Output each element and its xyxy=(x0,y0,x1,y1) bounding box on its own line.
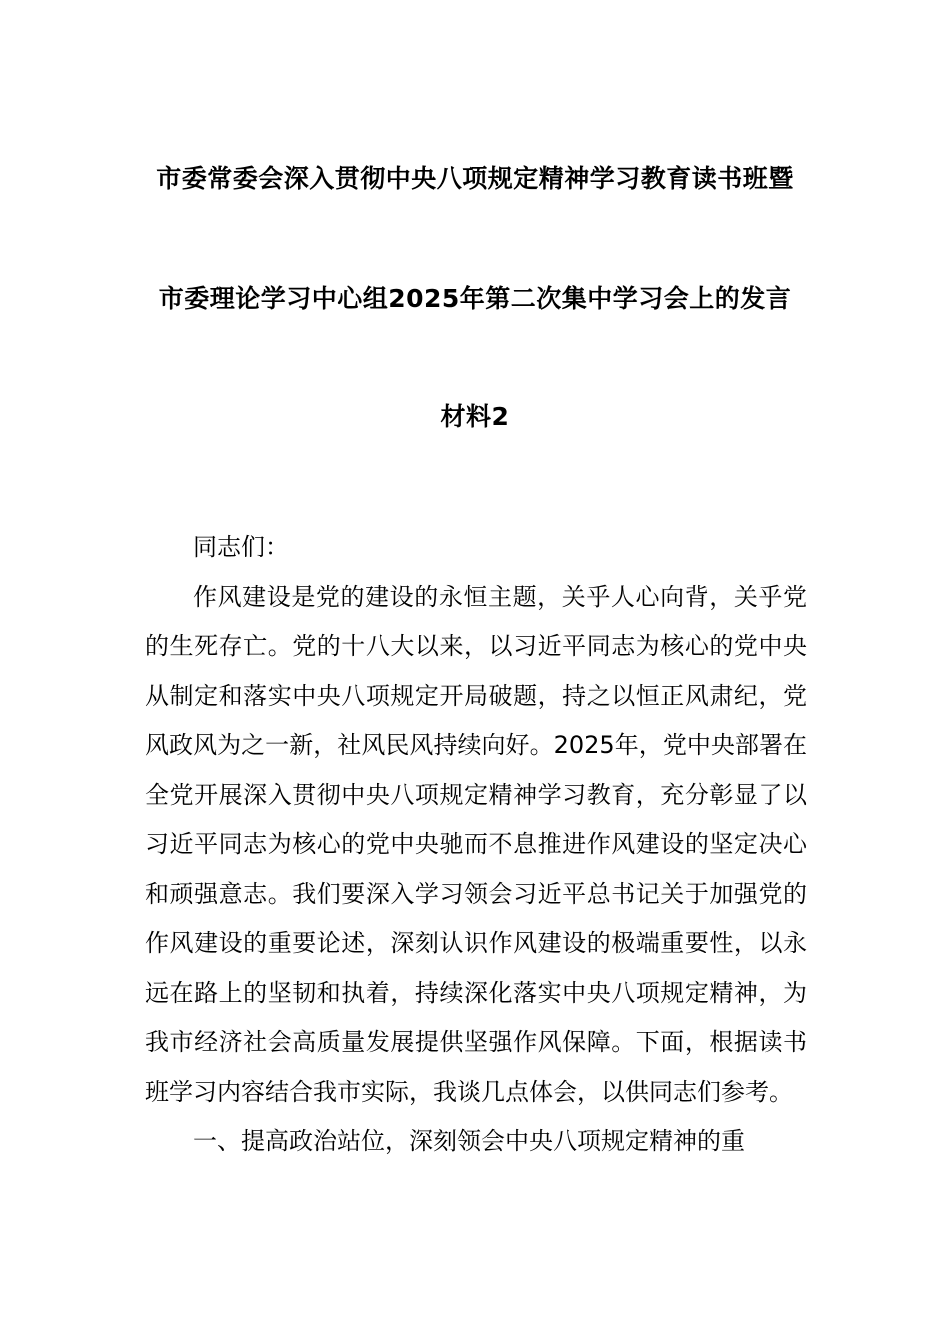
document-title-line-1: 市委常委会深入贯彻中央八项规定精神学习教育读书班暨 xyxy=(156,164,794,193)
body-paragraph-intro: 作风建设是党的建设的永恒主题，关乎人心向背，关乎党的生死存亡。党的十八大以来，以习近平同志为核心的党中央从制定和落实中央八项规定开局破题，持之以恒正风肃纪，党风政风为之一新，社风民风持续向好。2025年，党中央部署在全党开展深入贯彻中央八项规定精神学习教育，充分彰显了以习近平同志为核心的党中央驰而不息推进作风建设的坚定决心和顽强意志。我们要深入学习领会习近平总书记关于加强党的作风建设的重要论述，深刻认识作风建设的极端重要性，以永远在路上的坚韧和执着，持续深化落实中央八项规定精神，为我市经济社会高质量发展提供坚强作风保障。下面，根据读书班学习内容结合我市实际，我谈几点体会，以供同志们参考。 xyxy=(145,582,807,1106)
document-body xyxy=(145,523,807,1167)
salutation: 同志们： xyxy=(193,533,289,561)
document-title-line-3: 材料2 xyxy=(440,402,510,431)
document-title-line-2: 市委理论学习中心组2025年第二次集中学习会上的发言 xyxy=(158,284,792,313)
section-heading-1: 一、提高政治站位，深刻领会中央八项规定精神的重 xyxy=(193,1127,745,1155)
